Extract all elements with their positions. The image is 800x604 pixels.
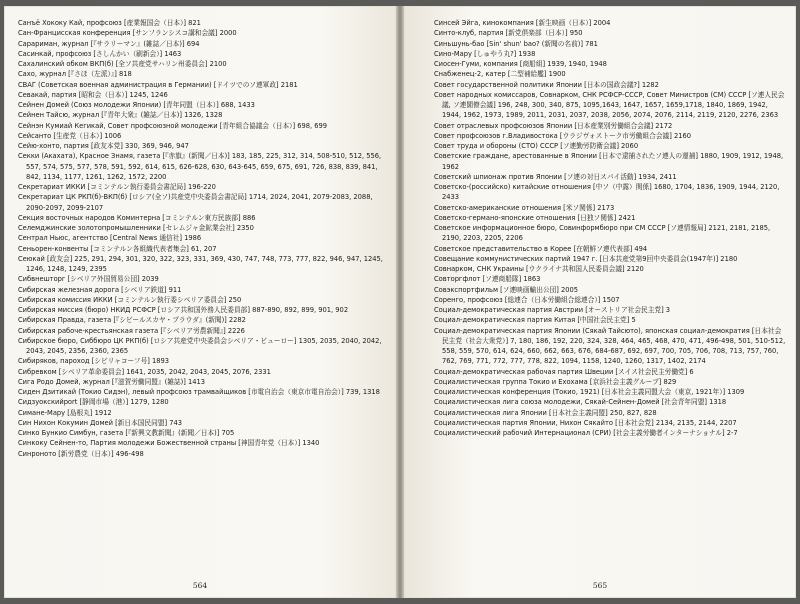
index-entry: Синсей Эйга, кинокомпания [新生映画（日本）] 2004 [434,19,611,27]
index-entry: Сарариман, журнал [『サラリーマン』(雑誌／日本)] 694 [18,39,200,48]
index-entry: Сидзуокскийport [静岡市場（港）] 1279, 1280 [18,398,169,407]
index-entry: Совещание коммунистических партий 1947 г. [日本共産党第9回中央委員会(1947年)] 2180 [434,254,738,263]
index-entry: Сейнэн Кумиай Кегикай, Совет профсоюзной молодежи [青年組合協議会（日本）] 698, 699 [18,121,328,130]
index-entry: Советско-американские отношения [米ソ関係] 2173 [434,203,615,212]
index-entry: Синкоку Сейнен-то, Партия молодежи Божественной страны [神国青年党（日本）] 1340 [18,439,320,448]
index-entry: Социал-демократическая партия Австрии [オーストリア社会民主党] 3 [434,306,671,314]
index-entry: Сейю-хонто, партия [政友本党] 330, 369, 946, 947 [18,142,189,150]
index-entry: Сибиряков, пароход [シビリャコーフ号] 1893 [18,357,170,366]
left-index-entries [18,18,388,459]
index-entry: Сибирская рабоче-крестьянская газета [『シベリア労農新聞』] 2226 [18,326,245,335]
index-entry: Сейнен Тайсю, журнал [『青年大衆』(雑誌／日本)] 1326, 1328 [18,111,223,120]
index-entry: Советское представительство в Корее [在朝鮮ソ連代表部] 494 [434,244,648,253]
index-entry: Сиден Дзитикай (Токио Сидэн), левый профсоюз трамвайщиков [市電自治会（東京市電自治会）] 739, 1318 [18,388,380,396]
index-entry: Сибирская миссия (бюро) НКИД РСФСР [ロシア共和国外務人民委員部] 887-890, 892, 899, 901, 902 [18,306,349,314]
right-index-entries [434,18,786,438]
index-entry: Секретариат ИККИ [コミンテルン執行委員会書記局] 196-220 [18,183,216,191]
index-entry: Синто-клуб, партия [新党倶楽部（日本）] 950 [434,29,583,38]
index-entry: Сан-Францисская конференция [サンフランシスコ講和会議] 2000 [18,29,237,38]
index-entry: Сибирская Правда, газета [『シビールスカヤ・プラウダ』(新聞)] 2282 [18,316,246,325]
index-entry: Советско-(российско) китайские отношения [中ソ（中露）関係] 1680, 1704, 1836, 1909, 1944, 2120, 2433 [434,183,780,202]
index-entry: Секки (Акахата), Красное Знамя, газета [『赤旗』(新聞／日本)] 183, 185, 225, 312, 314, 508-510, 512, 556, 557, 574, 575, 577, 578, 591, 592, 614, 615, 626-628, 630, 643-645, 659, 675, 691, 726, 838, 839, 841, 842, 1134, 1177, 1261, 1262, 1572, 2200 [18,152,382,181]
index-entry: Сеньорен-конвенты [コミンテルン各組織代表者集会] 61, 207 [18,244,217,253]
index-entry: Селемджинские золотопромышленники [セレムジャ金鉱業会社] 2350 [18,224,254,232]
index-entry: Социал-демократическая партия Китая [中国社会民主党] 5 [434,316,636,325]
index-entry: Совэкспортфильм [ソ連映画輸出公団] 2005 [434,285,579,294]
index-entry: Синко Бункио Симбун, газета [『新興文教新聞』(新聞／日本)] 705 [18,429,235,437]
index-entry: Совнарком, СНК Украины [ウクライナ共和国人民委員会議] 2120 [434,265,644,273]
index-entry: Синьшунь-бао [Sin' shun' bao? (新聞の名前)] 781 [434,39,598,48]
index-entry: Советский шпионаж против Японии [ソ連の対日スパイ活動] 1934, 2411 [434,172,677,181]
index-entry: Синроното [新労農党（日本）] 496-498 [18,449,144,458]
index-entry: Социалистическая лига союза молодежи, Сякай-Сейнен-Домей [社会青年同盟] 1318 [434,398,727,407]
left-page-number: 564 [192,581,208,590]
index-entry: Сейсанто [生産党（日本）] 1006 [18,131,122,140]
right-page [404,6,796,598]
index-entry: Социалистическая конференция (Токио, 1921) [日本社会主義同盟大会（東京, 1921年）] 1309 [434,388,745,396]
index-entry: СВАГ (Советская военная администрация в Германии) [ドイツでのソ連軍政] 2181 [18,80,298,89]
index-entry: Социалистическая лига Японии [日本社会主義同盟] 250, 827, 828 [434,408,657,417]
index-entry: Сахалинский обком ВКП(б) [全ソ共産党サハリン州委員会] 2100 [18,60,227,68]
index-entry: Совторгфлот [ソ連商船隊] 1863 [434,275,541,284]
index-entry: Соренго, профсоюз [総連合（日本労働組合総連合）] 1507 [434,295,620,304]
index-entry: Сибревком [シベリア革命委員会] 1641, 2035, 2042, 2043, 2045, 2076, 2331 [18,367,271,376]
index-entry: Совет профсоюзов г.Владивостока [ウラジヴォストーク市労働組合会議] 2160 [434,131,692,140]
index-entry: Советско-германо-японские отношения [日独ソ関係] 2421 [434,213,636,222]
index-entry: Сибирское бюро, Сиббюро ЦК РКП(б) [ロシア共産党中央委員会シベリア・ビューロー] 1305, 2035, 2040, 2042, 2043, 2045, 2356, 2360, 2365 [18,336,382,355]
index-entry: Симане-Мару [島根丸] 1912 [18,408,112,417]
index-entry: Севакай, партия [昭和会（日本）] 1245, 1246 [18,90,168,99]
index-entry: Совет труда и обороны (СТО) СССР [ソ連勤労防衛会議] 2060 [434,142,639,150]
index-entry: Социал-демократическая партия Японии (Сякай Тайсюто), японская социал-демократия [日本社会民主党（社会大衆党）] 7, 180, 186, 192, 220, 324, 328, 464, 465, 468, 470, 471, 496-498, 501, 510-512, 558, 559, 570, 614, 624, 660, 662, 663, 676, 684-687, 692, 697, 700, 705, 706, 708, 713, 757, 760, 762, 769, 771, 772, 777, 778, 822, 1094, 1158, 1240, 1260, 1317, 1402, 2174 [434,326,786,366]
index-entry: Санъё Хококу Кай, профсоюз [産業報国会（日本）] 821 [18,19,201,27]
index-entry: Социалистический рабочий Интернационал (СРИ) [社会主義労働者インターナショナル] 2-7 [434,429,738,437]
index-entry: Сентрал Ньюс, агентство [Central News 通信社] 1986 [18,234,202,243]
index-entry: Сасинкай, профсоюз [さしんかい（刷新会）] 1463 [18,49,182,58]
index-entry: Сино-Мару [しゅやう丸?] 1938 [434,49,536,58]
index-entry: Советские граждане, арестованные в Японии [日本で逮捕されたソ連人の運捕] 1880, 1909, 1912, 1948, 1962 [434,152,784,171]
index-entry: Советское информационное бюро, Совинформбюро при СМ СССР [ソ連情報局] 2121, 2181, 2185, 2190, 2203, 2205, 2206 [434,224,771,243]
index-entry: Социалистическая партия Японии, Нихон Сякайто [日本社会党] 2134, 2135, 2144, 2207 [434,418,737,427]
index-entry: Сига Родо Домей, журнал [『滋賀労働同盟』(雑誌)] 1413 [18,377,205,386]
index-entry: Сейнен Домей (Союз молодежи Японии) [青年同盟（日本）] 688, 1433 [18,101,255,109]
index-entry: Сиосен-Гуми, компания [商船組] 1939, 1940, 1948 [434,60,607,68]
index-entry: Совет государственной политики Японии [日本の国政会議?] 1282 [434,80,659,89]
index-entry: Сеюкай [政友会] 225, 291, 294, 301, 320, 322, 323, 331, 369, 430, 747, 748, 773, 777, 822, 946, 947, 1245, 1246, 1248, 1249, 2395 [18,254,383,273]
right-page-number: 565 [592,581,608,590]
index-entry: Снабженец-2, катер [二型補給艦] 1900 [434,70,566,79]
index-entry: Социалистическая группа Токио и Ехохама [京浜社会主義グループ] 829 [434,377,677,386]
index-entry: Сахо, журнал [『さほ（左派）』] 818 [18,70,132,79]
index-entry: Сибирская железная дорога [シベリア鉄道] 911 [18,285,182,294]
index-entry: Син Нихон Кокумин Домей [新日本国民同盟] 743 [18,418,183,427]
left-page [4,6,396,598]
book-gutter [396,6,404,598]
index-entry: Совет народных комиссаров, Совнарком, СНК РСФСР-СССР, Совет Министров (СМ) СССР [ソ連人民会議, ソ連閣僚会議] 196, 248, 300, 340, 875, 1095,1643, 1647, 1657, 1659,1718, 1840, 1869, 1942, 1944, 1962, 1973, 1989, 2011, 2031, 2037, 2038, 2056, 2074, 2076, 2114, 2119, 2120, 2276, 2363 [434,90,785,120]
index-entry: Социал-демократическая рабочая партия Швеции [スイス社会民主労働党] 6 [434,367,694,376]
index-entry: Совет отраслевых профсоюзов Японии [日本産業別労働組合会議] 2172 [434,121,673,130]
index-entry: Секция восточных народов Коминтерна [コミンテルン東方民族部] 886 [18,213,256,222]
index-entry: Сибвнешторг [シベリア外国貿易公団] 2039 [18,275,159,284]
index-entry: Сибирская комиссия ИККИ [コミンテルン執行委シベリア委員会] 250 [18,295,242,304]
index-entry: Секретариат ЦК РКП(б)-ВКП(б) [ロシア(全ソ)共産党中央委員会書記局] 1714, 2024, 2041, 2079-2083, 2088, 2090-2097, 2099-2107 [18,193,373,212]
